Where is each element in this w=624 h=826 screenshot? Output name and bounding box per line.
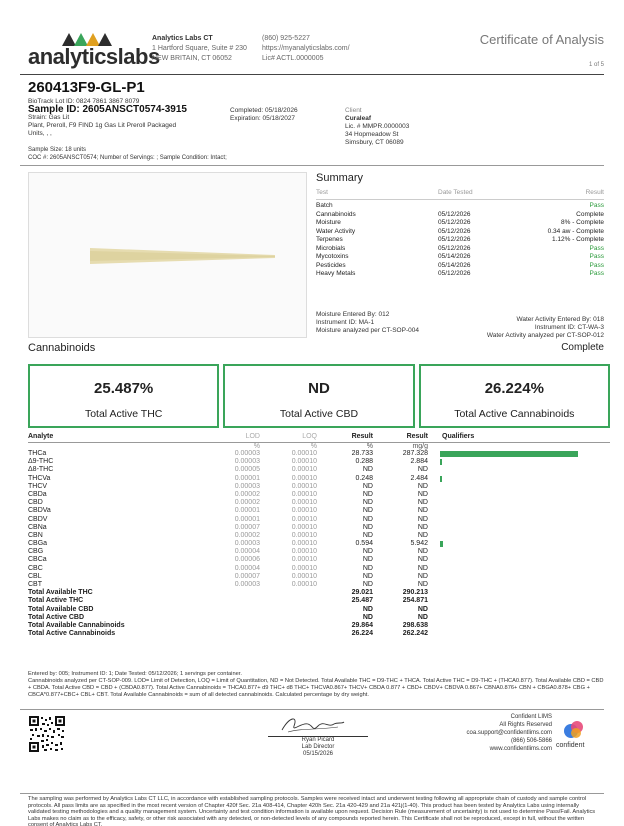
analyte-name: THCa — [28, 450, 47, 457]
total-result-mg: 290.213 — [402, 589, 428, 597]
summary-header-test: Test — [316, 189, 328, 196]
header-loq: LOQ — [302, 433, 317, 440]
summary-result: Pass — [589, 202, 604, 209]
analyte-lod: 0.00003 — [234, 450, 260, 457]
signer-name: Ryan Picard — [301, 737, 335, 743]
summary-row — [316, 228, 604, 237]
analyte-loq: 0.00010 — [291, 548, 317, 556]
summary-result: 8% - Complete — [561, 219, 604, 226]
summary-title: Summary — [316, 172, 364, 184]
analyte-loq: 0.00010 — [291, 581, 317, 588]
total-result-pct: 26.224 — [351, 630, 373, 638]
summary-row — [316, 253, 604, 262]
analyte-qualifier — [428, 581, 610, 589]
analyte-row — [28, 581, 610, 589]
analyte-name: THCVa — [28, 474, 51, 482]
analyte-qualifier — [428, 540, 610, 548]
summary-row — [316, 202, 604, 211]
analyte-lod: 0.00004 — [234, 548, 260, 556]
header-lod: LOD — [245, 433, 260, 440]
analyte-loq: 0.00010 — [291, 564, 317, 572]
analyte-row — [28, 507, 610, 515]
analyte-result-mg: 5.942 — [410, 540, 428, 548]
analyte-result-mg: ND — [417, 556, 428, 564]
qr-code-icon[interactable] — [28, 715, 66, 753]
summary-test: Moisture — [316, 219, 341, 226]
analyte-result-pct: 0.248 — [355, 474, 373, 482]
analyte-loq: 0.00010 — [291, 531, 317, 539]
analyte-result-pct: ND — [362, 556, 373, 564]
analyte-result-pct: ND — [362, 531, 373, 539]
lims-info — [467, 713, 552, 753]
analyte-result-pct: ND — [362, 581, 373, 588]
analyte-lod: 0.00002 — [234, 531, 260, 539]
analyte-loq: 0.00010 — [291, 523, 317, 531]
total-result-mg: 298.638 — [402, 621, 428, 629]
total-cbd-box — [223, 364, 414, 428]
total-result-mg: ND — [417, 605, 428, 613]
analyte-lod: 0.00002 — [234, 499, 260, 507]
summary-result: 0.34 aw - Complete — [547, 227, 604, 235]
summary-result: Pass — [589, 253, 604, 260]
summary-result: Pass — [589, 261, 604, 269]
analyte-header-row — [28, 433, 610, 442]
product-description: Plant, Preroll, F9 FIND 1g Gas Lit Preroll Packaged — [28, 122, 177, 129]
analyte-qualifier — [428, 491, 610, 499]
lab-url[interactable]: https://myanalyticslabs.com/ — [262, 45, 350, 52]
summary-date: 05/12/2026 — [438, 227, 471, 235]
analyte-loq: 0.00010 — [291, 556, 317, 564]
total-name: Total Available THC — [28, 589, 93, 597]
analyte-qualifier — [428, 524, 610, 532]
strain: Strain: Gas Lit — [28, 114, 70, 121]
analyte-name: CBN — [28, 531, 43, 539]
analyte-row — [28, 466, 610, 474]
analyte-table — [28, 433, 610, 638]
notes-line-1: Entered by: 005; Instrument ID: 1; Date Tested: 05/12/2026; 1 servings per container. — [28, 671, 242, 677]
total-name: Total Active CBD — [28, 613, 85, 621]
lab-info — [152, 34, 247, 64]
analyte-result-pct: ND — [362, 490, 373, 498]
units-lod: % — [253, 443, 260, 450]
total-result-mg: 262.242 — [402, 630, 428, 638]
wa-method: Water Activity analyzed per CT-SOP-012 — [486, 332, 604, 339]
summary-test: Batch — [316, 202, 333, 209]
info-divider — [20, 165, 604, 166]
analyte-units-row — [28, 442, 610, 450]
analyte-name: CBD — [28, 499, 43, 507]
total-name: Total Available CBD — [28, 605, 94, 613]
analyte-name: Δ8-THC — [28, 466, 54, 474]
analyte-lod: 0.00002 — [234, 490, 260, 498]
analyte-result-mg: 287.328 — [402, 450, 428, 457]
total-result-pct: ND — [362, 613, 373, 621]
total-result-mg: ND — [417, 613, 428, 621]
lab-license: Lic# ACTL.0000005 — [262, 55, 324, 62]
moisture-instrument: Instrument ID: MA-1 — [316, 319, 375, 326]
analyte-result-pct: ND — [362, 499, 373, 507]
lims-site[interactable]: www.confidentlims.com — [489, 746, 552, 752]
analyte-qualifier — [428, 458, 610, 466]
total-result-pct: ND — [362, 605, 373, 613]
analyte-qualifier — [428, 565, 610, 573]
analyte-result-mg: ND — [417, 515, 428, 523]
analyte-result-pct: 0.288 — [355, 458, 373, 466]
analyte-name: CBG — [28, 548, 44, 556]
client-label: Client — [345, 107, 362, 114]
lab-logo-text: analyticslabs — [28, 44, 160, 69]
analyte-qualifier — [428, 475, 610, 483]
analyte-name: CBDa — [28, 490, 47, 498]
analyte-loq: 0.00010 — [291, 490, 317, 498]
summary-date: 05/12/2026 — [438, 236, 471, 243]
analyte-result-mg: ND — [417, 564, 428, 572]
summary-header-date: Date Tested — [438, 189, 473, 196]
analyte-lod: 0.00005 — [234, 466, 260, 474]
sample-dates — [230, 107, 298, 123]
analyte-result-mg: ND — [417, 548, 428, 556]
analyte-row — [28, 573, 610, 581]
moisture-method: Moisture analyzed per CT-SOP-004 — [316, 327, 419, 334]
analyte-loq: 0.00010 — [291, 474, 317, 482]
analyte-qualifier — [428, 548, 610, 556]
lab-phone: (860) 925-5227 — [262, 35, 310, 42]
total-result-pct: 29.021 — [351, 589, 373, 597]
analyte-loq: 0.00010 — [291, 540, 317, 548]
analyte-result-pct: 0.594 — [355, 540, 373, 548]
footer-divider — [20, 793, 604, 794]
analyte-bar — [440, 451, 578, 457]
total-cannabinoids-value: 26.224% — [484, 380, 544, 397]
total-result-mg: 254.871 — [402, 597, 428, 605]
total-row — [28, 630, 610, 638]
units: Units, , , — [28, 130, 52, 137]
total-cannabinoids-label: Total Active Cannabinoids — [454, 408, 575, 420]
summary-table — [316, 189, 604, 279]
analyte-result-mg: 2.884 — [410, 458, 428, 466]
analyte-row — [28, 548, 610, 556]
analyte-bar — [440, 459, 442, 465]
coc-info: COC #: 2605ANSCT0574; Number of Servings: ; Sample Condition: Intact; — [28, 154, 227, 161]
analyte-result-mg: ND — [417, 466, 428, 474]
analyte-name: CBNa — [28, 523, 47, 531]
analyte-name: CBDV — [28, 515, 48, 523]
analyte-lod: 0.00004 — [234, 564, 260, 572]
analyte-lod: 0.00003 — [234, 540, 260, 548]
analyte-row — [28, 565, 610, 573]
analyte-bar — [440, 476, 442, 482]
moisture-entered-by: Moisture Entered By: 012 — [316, 311, 390, 318]
summary-test: Terpenes — [316, 236, 343, 243]
analyte-qualifier — [428, 516, 610, 524]
summary-test: Mycotoxins — [316, 253, 349, 260]
total-row — [28, 597, 610, 605]
sample-size-info — [28, 147, 227, 162]
summary-test: Water Activity — [316, 227, 356, 235]
lims-rights: All Rights Reserved — [499, 722, 552, 728]
total-thc-value: 25.487% — [94, 380, 154, 397]
total-row — [28, 614, 610, 622]
signoff-block — [268, 737, 368, 758]
lab-name: Analytics Labs CT — [152, 35, 213, 42]
analyte-qualifier — [428, 532, 610, 540]
signature-icon — [278, 712, 348, 736]
units-result-pct: % — [366, 443, 373, 450]
analyte-lod: 0.00007 — [234, 572, 260, 580]
notes-divider — [20, 709, 604, 710]
header-result-mg: Result — [406, 433, 428, 440]
analyte-result-pct: 28.733 — [351, 450, 373, 457]
analyte-row — [28, 475, 610, 483]
summary-row — [316, 236, 604, 245]
units-loq: % — [310, 443, 317, 450]
analyte-result-pct: ND — [362, 564, 373, 572]
total-cbd-label: Total Active CBD — [279, 408, 359, 420]
analyte-qualifier — [428, 466, 610, 474]
analyte-lod: 0.00003 — [234, 458, 260, 466]
analyte-name: Δ9-THC — [28, 458, 54, 466]
analyte-lod: 0.00007 — [234, 523, 260, 531]
analyte-loq: 0.00010 — [291, 499, 317, 507]
total-cannabinoids-box — [419, 364, 610, 428]
analyte-name: CBGa — [28, 540, 48, 548]
sample-id: Sample ID: 2605ANSCT0574-3915 — [28, 104, 187, 115]
summary-test: Cannabinoids — [316, 210, 356, 218]
total-row — [28, 606, 610, 614]
analyte-loq: 0.00010 — [291, 458, 317, 466]
summary-date: 05/14/2026 — [438, 261, 471, 269]
sample-info — [28, 98, 228, 138]
total-name: Total Available Cannabinoids — [28, 621, 125, 629]
summary-date: 05/14/2026 — [438, 253, 471, 260]
analyte-row — [28, 532, 610, 540]
lims-name: Confident LIMS — [510, 714, 552, 720]
analyte-result-pct: ND — [362, 523, 373, 531]
analyte-name: CBC — [28, 564, 43, 572]
total-result-pct: 25.487 — [351, 597, 373, 605]
analyte-result-mg: ND — [417, 531, 428, 539]
summary-row — [316, 245, 604, 254]
signer-title: Lab Director — [301, 744, 335, 750]
analyte-qualifier — [428, 556, 610, 564]
document-title: Certificate of Analysis — [479, 32, 604, 47]
analyte-qualifier — [428, 573, 610, 581]
analyte-name: CBL — [28, 572, 42, 580]
summary-date: 05/12/2026 — [438, 219, 471, 226]
units-result-mg: mg/g — [412, 443, 428, 450]
notes-line-2: Cannabinoids analyzed per CT-SOP-009. LOD= Limit of Detection, LOQ = Limit of Quantitation, ND = Not Detected. Total Available THC = D9-THC + THCA. Total Active THC = D9-THC + (THCA0.877). Total Available CBD = CBD + CBDA. Total Active CBD = CBD + (CBDA0.877). Total Active Cannabinoids = THCA0.877+ d9 THC+ d8 THC+ THCVA0.867+ THCV+ CBDA 0.877 + CBD+ CBDV+ CBDVA 0.867+ CBNA0.876+ CBN + CBGA0.878+ CBG + CBCA*0.877+CBC+ CBL+ CBT. Total Available Cannabinoids = sum of all detected cannabinoids. Calculated percentage by dry weight. — [28, 678, 604, 698]
water-activity-info — [487, 316, 604, 340]
analyte-row — [28, 483, 610, 491]
analyte-result-pct: ND — [362, 507, 373, 515]
lab-address-1: 1 Hartford Square, Suite # 230 — [152, 45, 247, 52]
totals-row — [28, 364, 610, 428]
analyte-qualifier — [428, 507, 610, 515]
analyte-lod: 0.00001 — [234, 515, 260, 523]
analyte-result-pct: ND — [362, 515, 373, 523]
wa-entered-by: Water Activity Entered By: 018 — [516, 316, 604, 323]
lims-phone: (866) 506-5866 — [510, 738, 552, 744]
client-address-2: Simsbury, CT 06089 — [345, 139, 404, 146]
analyte-qualifier — [428, 483, 610, 491]
header-result-pct: Result — [351, 433, 373, 440]
analyte-result-mg: ND — [417, 507, 428, 515]
cannabinoids-status: Complete — [561, 342, 604, 353]
analyte-result-pct: ND — [362, 572, 373, 580]
summary-result: Pass — [589, 244, 604, 252]
analyte-result-mg: ND — [417, 499, 428, 507]
analyte-lod: 0.00003 — [234, 482, 260, 490]
analyte-loq: 0.00010 — [291, 507, 317, 515]
analyte-result-mg: ND — [417, 523, 428, 531]
analyte-lod: 0.00003 — [234, 581, 260, 588]
analyte-row — [28, 540, 610, 548]
analyte-loq: 0.00010 — [291, 450, 317, 457]
sample-size: Sample Size: 18 units — [28, 147, 87, 153]
analyte-loq: 0.00010 — [291, 466, 317, 474]
summary-test: Heavy Metals — [316, 270, 356, 277]
analyte-qualifier — [428, 450, 610, 458]
analyte-row — [28, 499, 610, 507]
analyte-loq: 0.00010 — [291, 482, 317, 490]
signoff-date: 05/15/2026 — [302, 751, 334, 757]
analyte-loq: 0.00010 — [291, 572, 317, 580]
total-row — [28, 589, 610, 597]
analyte-name: CBCa — [28, 556, 47, 564]
analyte-result-pct: ND — [362, 466, 373, 474]
analyte-result-mg: 2.484 — [410, 474, 428, 482]
analyte-name: THCV — [28, 482, 48, 490]
client-license: Lic. # MMPR.0000003 — [345, 123, 410, 130]
analyte-result-mg: ND — [417, 490, 428, 498]
total-thc-label: Total Active THC — [84, 408, 163, 420]
total-name: Total Active THC — [28, 597, 84, 605]
wa-instrument: Instrument ID: CT-WA-3 — [534, 324, 604, 331]
analyte-qualifier — [428, 499, 610, 507]
page-number: 1 of 5 — [588, 62, 604, 68]
analyte-result-pct: ND — [362, 548, 373, 556]
analyte-lod: 0.00001 — [234, 507, 260, 515]
batch-id: 260413F9-GL-P1 — [28, 79, 145, 96]
total-cbd-value: ND — [308, 380, 330, 397]
preroll-image-icon — [90, 247, 275, 265]
summary-row — [316, 211, 604, 220]
summary-test: Pesticides — [316, 261, 346, 269]
analyte-row — [28, 458, 610, 466]
summary-date: 05/12/2026 — [438, 210, 471, 218]
analyte-row — [28, 450, 610, 458]
analyte-bar — [440, 541, 443, 547]
analyte-result-mg: ND — [417, 482, 428, 490]
expiration-date: Expiration: 05/18/2027 — [230, 115, 296, 122]
summary-row — [316, 270, 604, 279]
total-thc-box — [28, 364, 219, 428]
lab-address-2: NEW BRITAIN, CT 06052 — [152, 55, 232, 62]
summary-date: 05/12/2026 — [438, 270, 471, 277]
total-result-pct: 29.864 — [351, 621, 373, 629]
client-name: Curaleaf — [345, 115, 372, 122]
confident-logo-text: confident — [556, 742, 585, 749]
summary-header-row — [316, 189, 604, 200]
analyte-name: CBDVa — [28, 507, 51, 515]
analyte-row — [28, 524, 610, 532]
summary-result: Complete — [576, 210, 604, 218]
biotrack-lot-id: BioTrack Lot ID: 0824 7861 3867 8079 — [28, 98, 140, 105]
total-row — [28, 622, 610, 630]
analyte-result-pct: ND — [362, 482, 373, 490]
analyte-lod: 0.00006 — [234, 556, 260, 564]
summary-row — [316, 219, 604, 228]
completed-date: Completed: 05/18/2026 — [230, 107, 298, 114]
header-analyte: Analyte — [28, 433, 54, 440]
analyte-lod: 0.00001 — [234, 474, 260, 482]
summary-result: Pass — [589, 270, 604, 277]
analyte-loq: 0.00010 — [291, 515, 317, 523]
summary-header-result: Result — [585, 189, 604, 196]
total-name: Total Active Cannabinoids — [28, 630, 116, 638]
analyte-name: CBT — [28, 581, 42, 588]
client-address-1: 34 Hopmeadow St — [345, 131, 399, 138]
header-qualifiers: Qualifiers — [442, 433, 475, 440]
summary-date — [438, 202, 516, 211]
summary-row — [316, 262, 604, 271]
analyte-row — [28, 491, 610, 499]
analyte-result-mg: ND — [417, 572, 428, 580]
confident-logo-icon — [562, 718, 586, 742]
lab-contact — [262, 34, 350, 64]
summary-date: 05/12/2026 — [438, 244, 471, 252]
cannabinoids-title: Cannabinoids — [28, 342, 96, 354]
analysis-notes — [28, 671, 608, 699]
client-info — [345, 107, 409, 147]
summary-result: 1.12% - Complete — [551, 236, 604, 243]
analyte-result-mg: ND — [417, 581, 428, 588]
lims-email[interactable]: coa.support@confidentlims.com — [466, 730, 552, 736]
analyte-row — [28, 556, 610, 564]
summary-test: Microbials — [316, 244, 346, 252]
header-divider — [20, 74, 604, 75]
footer-disclaimer: The sampling was performed by Analytics Labs CT LLC, in accordance with established sampling protocols. Samples were received intact and underwent testing following all appropriate chain of custody and sample control protocols. All pass limits are as specified in the most recent version of Chapter 420f Sec. 21a 408-414, Chapter 420h Sec. 21a 420-429 and 21a 421j(1-40). This product has been tested by Analytics Labs using internally validated testing methodologies and a quality management system. Uncertainty and test condition information is available upon request. Decision Rule (measurement of uncertainty) is not used to determine Pass/Fail. Analytics Labs makes no claim as to the efficacy, safety, or other risk associated with any detected, or non-detected levels of any compounds reported herein. This Certificate shall not be reproduced, except in full, without the written consent of Analytics Labs CT. — [28, 796, 596, 826]
moisture-info — [316, 311, 419, 335]
analyte-row — [28, 516, 610, 524]
